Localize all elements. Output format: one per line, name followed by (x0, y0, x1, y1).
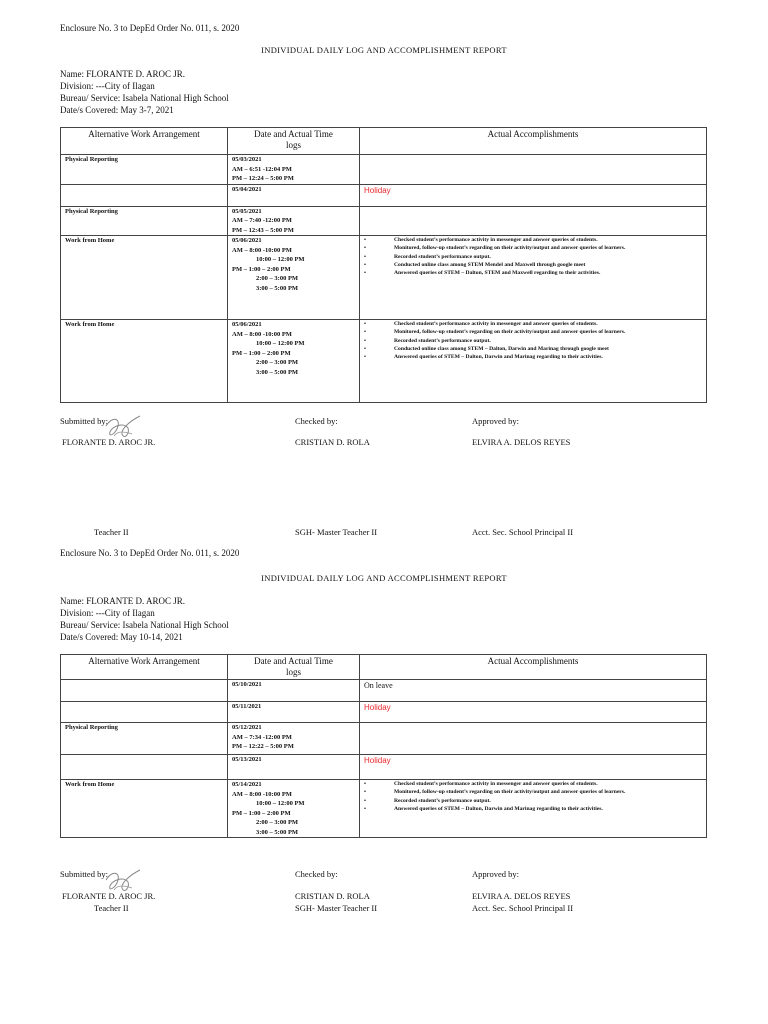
date-cell (228, 723, 360, 755)
holiday-label: Holiday (364, 756, 391, 765)
table-row (61, 236, 707, 320)
holiday-label: Holiday (364, 185, 391, 195)
col-header-date-line1: Date and Actual Time (254, 129, 333, 139)
list-item: • Monitored, follow-up student’s regarding on their activity/output and answer queries of learners. (364, 329, 626, 336)
time-log: 3:00 – 5:00 PM (256, 368, 299, 376)
submitted-by-position: Teacher II (94, 903, 129, 913)
date-value: 05/14/2021 (232, 781, 262, 788)
date-covered: Date/s Covered: May 3-7, 2021 (60, 105, 174, 115)
enclosure-reference: Enclosure No. 3 to DepEd Order No. 011, s. 2020 (60, 23, 240, 33)
approved-by-position: Acct. Sec. School Principal II (472, 903, 574, 913)
accomplishment-list (364, 780, 702, 813)
time-log: AM – 6:51 -12:04 PM (232, 165, 292, 173)
list-item: • Answered queries of STEM – Dalton, STEM and Maxwell regarding to their activities. (364, 270, 601, 277)
time-log: PM – 1:00 – 2:00 PM (232, 809, 291, 817)
division: Division: ---City of Ilagan (60, 608, 155, 618)
table-row (61, 723, 707, 755)
list-item: • Conducted online class among STEM Mendel and Maxwell through google meet (364, 261, 586, 268)
time-log: PM – 12:24 – 5:00 PM (232, 175, 294, 182)
list-item-text: Recorded student’s performance output. (394, 797, 491, 804)
employee-name: Name: FLORANTE D. AROC JR. (60, 596, 186, 606)
employee-name: Name: FLORANTE D. AROC JR. (60, 69, 186, 79)
time-log: 2:00 – 3:00 PM (256, 819, 299, 826)
date-value: 05/12/2021 (232, 724, 262, 731)
enclosure-reference: Enclosure No. 3 to DepEd Order No. 011, s. 2020 (60, 548, 240, 558)
time-log: 2:00 – 3:00 PM (256, 275, 299, 282)
time-log: PM – 1:00 – 2:00 PM (232, 349, 291, 357)
date-value: 05/11/2021 (232, 703, 262, 710)
col-header-date (228, 655, 360, 680)
time-log: PM – 12:43 – 5:00 PM (232, 226, 294, 234)
list-item: • Checked student’s performance activity in messenger and answer queries of students. (364, 781, 598, 787)
list-item: • Checked student’s performance activity in messenger and answer queries of students. (364, 237, 598, 243)
time-log: 3:00 – 5:00 PM (256, 284, 299, 292)
date-cell (228, 780, 360, 838)
accomplishment-cell (360, 320, 707, 403)
date-value: 05/10/2021 (232, 681, 262, 688)
accomplishment-cell (360, 184, 707, 206)
date-cell (228, 206, 360, 236)
holiday-label: Holiday (364, 703, 391, 712)
arrangement-cell (61, 755, 228, 780)
checked-by-name: CRISTIAN D. ROLA (295, 891, 370, 901)
list-item-text: Answered queries of STEM – Dalton, STEM and Maxwell regarding to their activities. (394, 270, 601, 277)
time-log: 3:00 – 5:00 PM (256, 828, 299, 836)
bureau-service: Bureau/ Service: Isabela National High School (60, 620, 229, 630)
list-item: • Recorded student’s performance output. (364, 337, 491, 344)
checked-by-name: CRISTIAN D. ROLA (295, 437, 370, 447)
list-item-text: Checked student’s performance activity in messenger and answer queries of students. (394, 321, 598, 327)
time-log: 2:00 – 3:00 PM (256, 359, 299, 366)
accomplishment-list (364, 236, 702, 277)
approved-by-name: ELVIRA A. DELOS REYES (472, 891, 571, 901)
accomplishment-table (60, 127, 707, 403)
col-header-date-line1: Date and Actual Time (254, 656, 333, 666)
col-header-awa: Alternative Work Arrangement (61, 655, 228, 680)
col-header-awa: Alternative Work Arrangement (61, 128, 228, 155)
col-header-date-line2: logs (285, 140, 301, 150)
arrangement-cell: Physical Reporting (61, 723, 228, 755)
list-item: • Monitored, follow-up student’s regarding on their activity/output and answer queries of learners. (364, 245, 626, 252)
arrangement-cell (61, 680, 228, 702)
arrangement-cell: Physical Reporting (61, 155, 228, 185)
list-item: • Answered queries of STEM – Dalton, Darwin and Marinag regarding to their activities. (364, 354, 603, 361)
table-row (61, 680, 707, 702)
approved-by-position: Acct. Sec. School Principal II (472, 527, 574, 537)
list-item-text: Answered queries of STEM – Dalton, Darwin and Marinag regarding to their activities. (394, 354, 603, 361)
list-item: • Answered queries of STEM – Dalton, Darwin and Marinag regarding to their activities. (364, 805, 603, 812)
submitted-by-position: Teacher II (94, 527, 129, 537)
date-cell (228, 320, 360, 403)
col-header-accomplishments: Actual Accomplishments (360, 655, 707, 680)
time-log: AM – 7:34 -12:00 PM (232, 733, 292, 741)
arrangement-cell (61, 184, 228, 206)
time-log: PM – 1:00 – 2:00 PM (232, 265, 291, 273)
division: Division: ---City of Ilagan (60, 81, 155, 91)
table-row (61, 780, 707, 838)
date-cell (228, 755, 360, 780)
list-item-text: Monitored, follow-up student’s regarding on their activity/output and answer queries of learners. (394, 329, 626, 336)
report-title: INDIVIDUAL DAILY LOG AND ACCOMPLISHMENT REPORT (261, 45, 507, 55)
accomplishment-cell (360, 236, 707, 320)
accomplishment-cell (360, 723, 707, 755)
on-leave-label: On leave (364, 681, 393, 690)
list-item: • Recorded student’s performance output. (364, 253, 491, 260)
table-row (61, 184, 707, 206)
arrangement-cell: Work from Home (61, 236, 228, 320)
col-header-accomplishments: Actual Accomplishments (360, 128, 707, 155)
time-log: AM – 8:00 -10:00 PM (232, 330, 292, 338)
date-value: 05/06/2021 (232, 237, 262, 244)
date-cell (228, 236, 360, 320)
col-header-date (228, 128, 360, 155)
date-value: 05/03/2021 (232, 156, 262, 163)
date-value: 05/06/2021 (232, 321, 262, 328)
time-log: AM – 8:00 -10:00 PM (232, 246, 292, 254)
date-cell (228, 680, 360, 702)
arrangement-cell (61, 702, 228, 723)
date-cell (228, 702, 360, 723)
list-item: • Monitored, follow-up student’s regarding on their activity/output and answer queries of learners. (364, 789, 626, 796)
arrangement-cell: Work from Home (61, 780, 228, 838)
date-cell (228, 184, 360, 206)
checked-by-position: SGH- Master Teacher II (295, 903, 378, 913)
accomplishment-list (364, 320, 702, 361)
table-row (61, 702, 707, 723)
list-item-text: Monitored, follow-up student’s regarding on their activity/output and answer queries of learners. (394, 789, 626, 796)
table-row (61, 155, 707, 185)
time-log: 10:00 – 12:00 PM (256, 340, 305, 347)
accomplishment-table (60, 654, 707, 838)
table-row (61, 206, 707, 236)
time-log: AM – 7:40 -12:00 PM (232, 217, 292, 224)
accomplishment-cell (360, 702, 707, 723)
list-item-text: Conducted online class among STEM – Dalton, Darwin and Marinag through google meet (394, 345, 609, 352)
accomplishment-cell (360, 155, 707, 185)
submitted-by-name: FLORANTE D. AROC JR. (62, 437, 156, 447)
time-log: PM – 12:22 – 5:00 PM (232, 743, 294, 750)
list-item-text: Checked student’s performance activity in messenger and answer queries of students. (394, 781, 598, 787)
list-item-text: Checked student’s performance activity in messenger and answer queries of students. (394, 237, 598, 243)
accomplishment-cell (360, 755, 707, 780)
table-row (61, 320, 707, 403)
time-log: 10:00 – 12:00 PM (256, 800, 305, 807)
submitted-by-name: FLORANTE D. AROC JR. (62, 891, 156, 901)
list-item-text: Conducted online class among STEM Mendel and Maxwell through google meet (394, 261, 586, 268)
bureau-service: Bureau/ Service: Isabela National High School (60, 93, 229, 103)
arrangement-cell: Work from Home (61, 320, 228, 403)
col-header-date-line2: logs (285, 667, 301, 677)
list-item-text: Monitored, follow-up student’s regarding on their activity/output and answer queries of learners. (394, 245, 626, 252)
list-item-text: Recorded student’s performance output. (394, 337, 491, 344)
submitted-by-label: Submitted by: (60, 869, 108, 879)
list-item-text: Answered queries of STEM – Dalton, Darwin and Marinag regarding to their activities. (394, 805, 603, 812)
approved-by-name: ELVIRA A. DELOS REYES (472, 437, 571, 447)
arrangement-cell: Physical Reporting (61, 206, 228, 236)
approved-by-label: Approved by: (472, 869, 519, 879)
checked-by-label: Checked by: (295, 869, 338, 879)
date-value: 05/05/2021 (232, 207, 262, 215)
list-item: • Checked student’s performance activity in messenger and answer queries of students. (364, 321, 598, 327)
time-log: 10:00 – 12:00 PM (256, 256, 305, 263)
list-item: • Conducted online class among STEM – Dalton, Darwin and Marinag through google meet (364, 345, 609, 352)
date-value: 05/04/2021 (232, 185, 262, 193)
submitted-by-label: Submitted by: (60, 416, 108, 426)
date-cell (228, 155, 360, 185)
checked-by-position: SGH- Master Teacher II (295, 527, 378, 537)
date-value: 05/13/2021 (232, 756, 262, 763)
approved-by-label: Approved by: (472, 416, 519, 426)
accomplishment-cell (360, 680, 707, 702)
list-item: • Recorded student’s performance output. (364, 797, 491, 804)
accomplishment-cell (360, 206, 707, 236)
checked-by-label: Checked by: (295, 416, 338, 426)
report-title: INDIVIDUAL DAILY LOG AND ACCOMPLISHMENT REPORT (261, 573, 507, 583)
time-log: AM – 8:00 -10:00 PM (232, 790, 292, 798)
date-covered: Date/s Covered: May 10-14, 2021 (60, 632, 183, 642)
table-row (61, 755, 707, 780)
accomplishment-cell (360, 780, 707, 838)
list-item-text: Recorded student’s performance output. (394, 253, 491, 260)
